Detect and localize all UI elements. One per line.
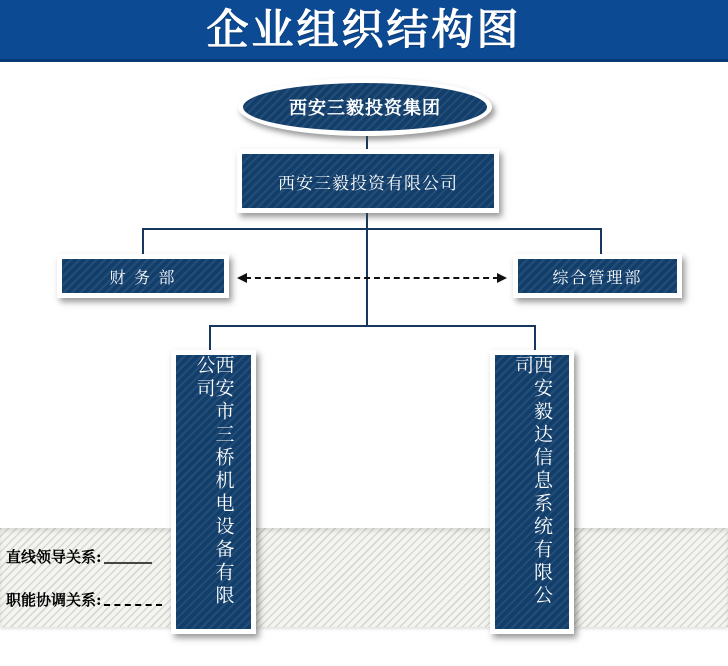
legend-solid-line-sample	[104, 562, 152, 564]
node-subsidiary-yida-label: 西安毅达信息系统有限公司	[512, 355, 552, 608]
node-subsidiary-sanqiao	[171, 350, 256, 634]
hatch-background-band	[0, 528, 728, 627]
connector-sub-right-drop	[534, 325, 536, 352]
legend-solid-label: 直线领导关系:	[6, 548, 102, 566]
connector-depts-horizontal	[142, 228, 602, 230]
node-dept-general-management	[513, 254, 682, 298]
node-root-group-label: 西安三毅投资集团	[289, 98, 441, 118]
node-subsidiary-yida	[490, 350, 574, 634]
legend-dashed-line-sample	[104, 604, 162, 606]
coordination-dashed-arrow	[237, 271, 507, 287]
node-dept-general-management-label: 综合管理部	[552, 269, 643, 287]
title-banner	[0, 0, 728, 62]
node-holding-company-label: 西安三毅投资有限公司	[278, 173, 458, 193]
node-subsidiary-sanqiao-label: 西安市三桥机电设备有限公司	[193, 355, 234, 608]
dashed-line	[245, 277, 499, 279]
node-holding-company	[237, 149, 499, 213]
legend-dashed-relationship	[6, 592, 162, 609]
page-title: 企业组织结构图	[206, 5, 522, 53]
legend-solid-relationship	[6, 549, 152, 566]
connector-dept-right-drop	[600, 228, 602, 256]
arrowhead-right-icon	[497, 273, 507, 283]
node-root-group	[238, 78, 492, 136]
connector-sub-left-drop	[209, 325, 211, 352]
connector-dept-left-drop	[142, 228, 144, 256]
legend-dashed-label: 职能协调关系:	[6, 591, 102, 609]
connector-subs-horizontal	[209, 325, 536, 327]
node-dept-finance	[57, 254, 229, 298]
node-dept-finance-label: 财 务 部	[109, 269, 177, 287]
